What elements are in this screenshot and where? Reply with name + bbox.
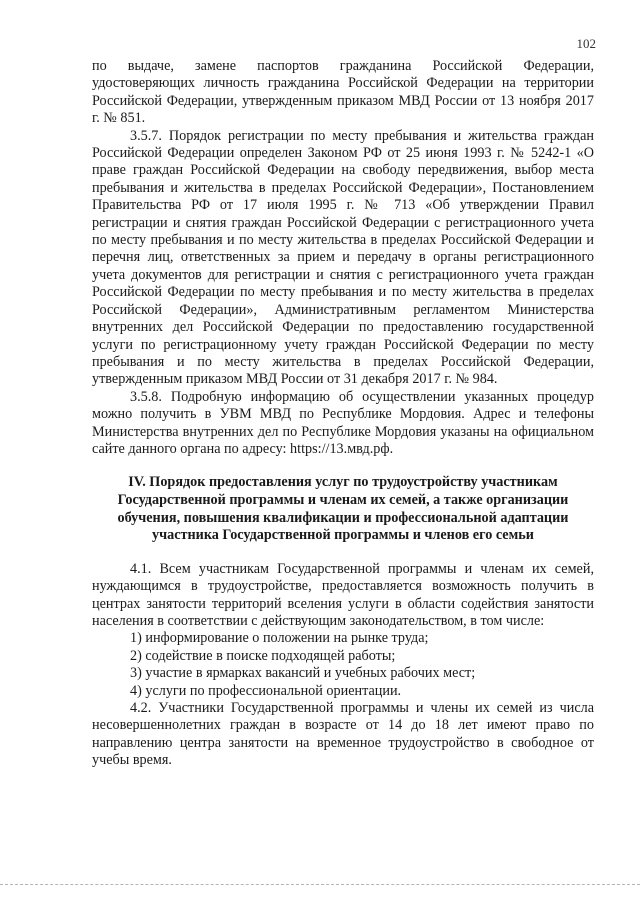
footer-divider bbox=[0, 884, 640, 885]
paragraph-intro-continuation: по выдаче, замене паспортов гражданина Российской Федерации, удостоверяющих личность гражданина Российской Федерации на территории Российской Федерации, утвержденным приказом МВД России от 13 ноября 2017 г. № 851. bbox=[92, 58, 594, 127]
paragraph-3-5-8: 3.5.8. Подробную информацию об осуществлении указанных процедур можно получить в УВМ МВД по Республике Мордовия. Адрес и телефоны Министерства внутренних дел по Республике Мордовия указаны на официальном сайте данного органа по адресу: https://13.мвд.рф. bbox=[92, 388, 594, 457]
paragraph-3-5-7: 3.5.7. Порядок регистрации по месту пребывания и жительства граждан Российской Федерации определен Законом РФ от 25 июня 1993 г. № 5242-1 «О праве граждан Российской Федерации на свободу передвижения, выбор места пребывания и жительства в пределах Российской Федерации», Постановлением Правительства РФ от 17 июля 1995 г. № 713 «Об утверждении Правил регистрации и снятия граждан Российской Федерации с регистрационного учета по месту пребывания и по месту жительства в пределах Российской Федерации и перечня лиц, ответственных за прием и передачу в органы регистрационного учета документов для регистрации и снятия с регистрационного учета граждан Российской Федерации по месту пребывания и по месту жительства в пределах Российской Федерации», Административным регламентом Министерства внутренних дел Российской Федерации по предоставлению государственной услуги по регистрационному учету граждан Российской Федерации по месту пребывания и по месту жительства в пределах Российской Федерации, утвержденным приказом МВД России от 31 декабря 2017 г. № 984. bbox=[92, 127, 594, 388]
paragraph-4-1: 4.1. Всем участникам Государственной программы и членам их семей, нуждающимся в трудоустройстве, предоставляется возможность получить в центрах занятости территорий вселения услуги в области содействия занятости населения в соответствии с действующим законодательством, в том числе: bbox=[92, 560, 594, 629]
paragraph-4-2: 4.2. Участники Государственной программы и члены их семей из числа несовершеннолетних граждан в возрасте от 14 до 18 лет имеют право по направлению центра занятости на временное трудоустройство в свободное от учебы время. bbox=[92, 699, 594, 769]
list-item: 4) услуги по профессиональной ориентации. bbox=[130, 682, 402, 699]
list-item: 2) содействие в поиске подходящей работы; bbox=[130, 647, 396, 664]
list-item: 1) информирование о положении на рынке труда; bbox=[130, 630, 429, 647]
list-item: 3) участие в ярмарках вакансий и учебных рабочих мест; bbox=[130, 665, 476, 682]
page-number: 102 bbox=[576, 36, 596, 51]
section-iv-heading: IV. Порядок предоставления услуг по трудоустройству участникам Государственной программы и членам их семей, а также организации обучения, повышения квалификации и профессиональной адаптации участника Государственной программы и членов его семьи bbox=[117, 474, 569, 544]
document-body bbox=[92, 58, 594, 770]
